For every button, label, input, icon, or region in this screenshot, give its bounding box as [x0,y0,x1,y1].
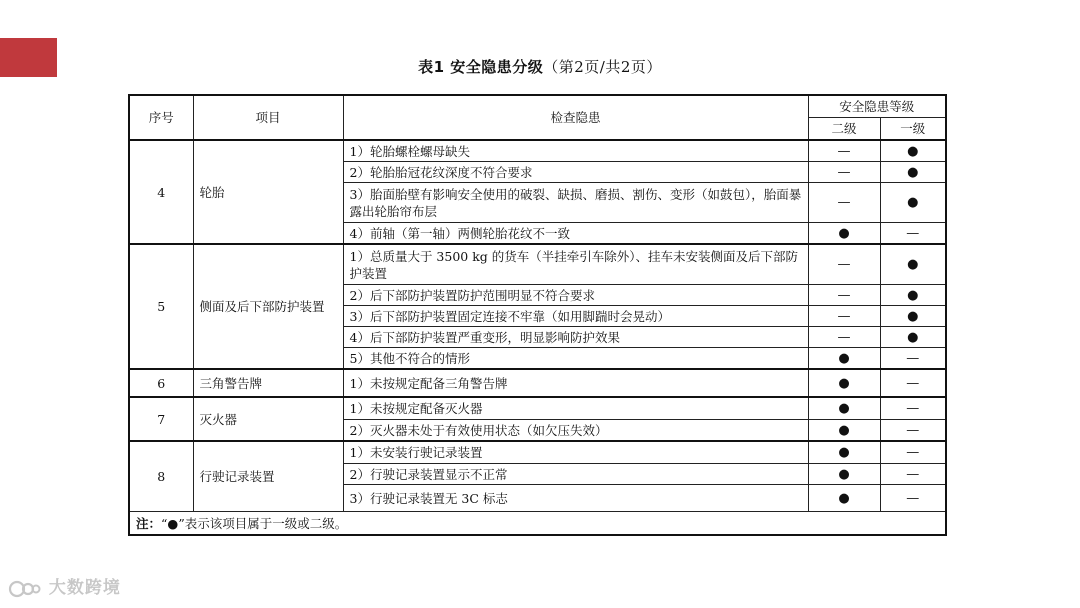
level2-mark: ● [808,441,880,464]
level2-mark: — [808,183,880,223]
hazard-text: 3）后下部防护装置固定连接不牢靠（如用脚踹时会晃动） [343,306,808,327]
hazard-text: 1）总质量大于 3500 kg 的货车（半挂牵引车除外）、挂车未安装侧面及后下部防护装置 [343,244,808,285]
level1-mark: ● [880,140,946,162]
level2-mark: ● [808,485,880,512]
table-row [129,441,946,464]
watermark-logo-icon [8,577,42,599]
level2-mark: ● [808,348,880,370]
level2-mark: ● [808,464,880,485]
level1-mark: ● [880,327,946,348]
level2-mark: — [808,244,880,285]
level1-mark: — [880,441,946,464]
note-row [129,512,946,536]
header-no: 序号 [129,95,193,140]
level2-mark: ● [808,223,880,245]
level2-mark: — [808,306,880,327]
hazard-text: 2）行驶记录装置显示不正常 [343,464,808,485]
hazard-text: 3）行驶记录装置无 3C 标志 [343,485,808,512]
row-number: 7 [129,397,193,441]
row-item: 轮胎 [193,140,343,244]
table-title [0,56,1080,77]
row-item: 行驶记录装置 [193,441,343,512]
table-row [129,244,946,285]
level2-mark: — [808,140,880,162]
level2-mark: ● [808,397,880,420]
row-item: 灭火器 [193,397,343,441]
hazard-text: 5）其他不符合的情形 [343,348,808,370]
hazard-text: 2）灭火器未处于有效使用状态（如欠压失效） [343,420,808,442]
level1-mark: — [880,464,946,485]
level1-mark: — [880,223,946,245]
hazard-text: 3）胎面胎壁有影响安全使用的破裂、缺损、磨损、割伤、变形（如鼓包），胎面暴露出轮胎帘布层 [343,183,808,223]
header-level1: 一级 [880,118,946,141]
table-body [129,140,946,512]
level1-mark: — [880,485,946,512]
level1-mark: — [880,348,946,370]
table-page-info: （第2页/共2页） [543,58,662,76]
hazard-text: 1）轮胎螺栓螺母缺失 [343,140,808,162]
table-row [129,369,946,397]
row-number: 6 [129,369,193,397]
hazard-text: 4）前轴（第一轴）两侧轮胎花纹不一致 [343,223,808,245]
level1-mark: — [880,420,946,442]
hazard-text: 2）轮胎胎冠花纹深度不符合要求 [343,162,808,183]
level2-mark: — [808,162,880,183]
note-label: 注： [136,515,162,531]
hazard-grading-table [128,94,947,536]
row-number: 5 [129,244,193,369]
header-level2: 二级 [808,118,880,141]
hazard-text: 1）未安装行驶记录装置 [343,441,808,464]
hazard-text: 1）未按规定配备三角警告牌 [343,369,808,397]
hazard-text: 4）后下部防护装置严重变形，明显影响防护效果 [343,327,808,348]
header-item: 项目 [193,95,343,140]
level1-mark: ● [880,285,946,306]
level2-mark: — [808,285,880,306]
level2-mark: — [808,327,880,348]
table-title-main: 表1 安全隐患分级 [418,58,544,76]
row-item: 三角警告牌 [193,369,343,397]
hazard-text: 1）未按规定配备灭火器 [343,397,808,420]
watermark [8,573,121,599]
level1-mark: ● [880,162,946,183]
table-row [129,140,946,162]
header-level-group: 安全隐患等级 [808,95,946,118]
level1-mark: — [880,397,946,420]
note-text: “●”表示该项目属于一级或二级。 [161,515,348,531]
hazard-text: 2）后下部防护装置防护范围明显不符合要求 [343,285,808,306]
header-row [129,95,946,118]
level2-mark: ● [808,369,880,397]
level1-mark: ● [880,306,946,327]
table-row [129,397,946,420]
table-note [129,512,946,536]
level2-mark: ● [808,420,880,442]
level1-mark: — [880,369,946,397]
row-number: 4 [129,140,193,244]
header-hazard: 检查隐患 [343,95,808,140]
row-number: 8 [129,441,193,512]
level1-mark: ● [880,183,946,223]
level1-mark: ● [880,244,946,285]
watermark-text: 大数跨境 [48,578,121,598]
row-item: 侧面及后下部防护装置 [193,244,343,369]
